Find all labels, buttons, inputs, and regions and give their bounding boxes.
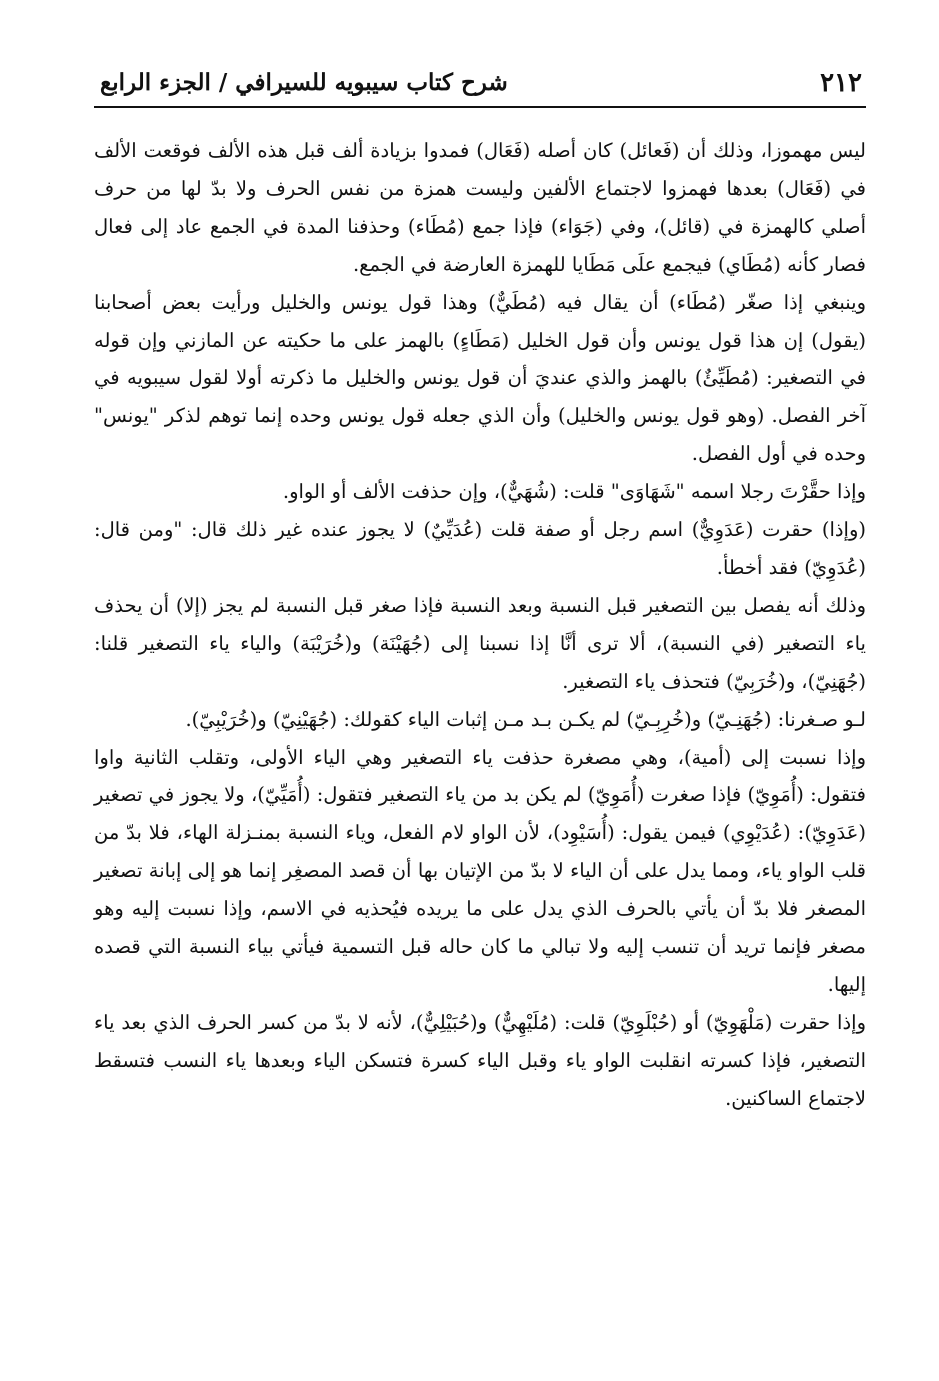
paragraph: وذلك أنه يفصل بين التصغير قبل النسبة وبعد النسبة فإذا صغر قبل النسبة لم يجز (إلا) أن يحذف ياء التصغير (في النسبة)، ألا ترى أنَّا إذا نسبنا إلى (جُهَيْنَة) و(خُرَيْبَة) والياء ياء التصغير قلنا: (جُهَنِيّ)، و(خُرَبِيّ) فتحذف ياء التصغير. xyxy=(94,593,866,693)
paragraph: وإذا نسبت إلى (أمية)، وهي مصغرة حذفت ياء التصغير وهي الياء الأولى، وتقلب الثانية واوا فتقول: (أُمَوِيّ) فإذا صغرت (أُمَوِيّ) لم يكن بد من ياء التصغير فتقول: (أُمَيِّيّ)، ولا يجوز في تصغير (عَدَوِيّ): (عُدَيْوِي) فيمن يقول: (أُسَيْوِد)، لأن الواو لام الفعل، وياء النسبة بمنـزلة الهاء، فلا بدّ من قلب الواو ياء، ومما يدل على أن الياء لا بدّ من الإتيان بها أن قصد المصغِر إنما هو إلى إبانة تصغير المصغر فلا بدّ أن يأتي بالحرف الذي يدل على ما يريده فيُحذيه في الاسم، وإذا نسبت إليه وهو مصغر فإنما تريد أن تنسب إليه ولا تبالي ما كان حاله قبل التسمية فيأتي بياء النسبة التي قصده إليها. xyxy=(94,745,866,996)
paragraph: وإذا حقرت (مَلْهَوِيّ) أو (حُبْلَوِيّ) قلت: (مُلَيْهِيٌّ) و(حُبَيْلِيٌّ)، لأنه لا بدّ من كسر الحرف الذي بعد ياء التصغير، فإذا كسرته انقلبت الواو ياء وقبل الياء كسرة فتسكن الياء وبعدها ياء النسب فتسقط لاجتماع الساكنين. xyxy=(94,1010,866,1110)
book-page xyxy=(94,62,866,1352)
page-header xyxy=(94,62,866,108)
paragraph: لـو صـغرنا: (جُهَنِـيّ) و(خُرِبِـيّ) لم يكـن بـد مـن إثبات الياء كقولك: (جُهَيْنِيّ) و(خُرَيْبِيّ). xyxy=(185,707,866,731)
paragraph: (وإذا) حقرت (عَدَوِيٌّ) اسم رجل أو صفة قلت (عُدَيِّيٌ) لا يجوز عنده غير ذلك قال: "ومن قال: (عُدَوِيّ) فقد أخطأ. xyxy=(94,518,866,579)
page-number: ٢١٢ xyxy=(820,68,862,98)
paragraph: وينبغي إذا صغّر (مُطَاء) أن يقال فيه (مُطَيٌّ) وهذا قول يونس والخليل ورأيت بعض أصحابنا (يقول) إن هذا قول يونس وأن قول الخليل (مَطَاءٍ) بالهمز على ما حكيته عن المازني وإن قوله في التصغير: (مُطَيِّئٌ) بالهمز والذي عنديَ أن قول يونس والخليل ما ذكرته أولا لقول سيبويه في آخر الفصل. (وهو قول يونس والخليل) وأن الذي جعله قول يونس وحده إنما توهم لذكر "يونس" وحده في أول الفصل. xyxy=(94,290,866,466)
running-title: شرح كتاب سيبويه للسيرافي / الجزء الرابع xyxy=(100,69,508,96)
page-body xyxy=(94,132,866,1118)
paragraph: وإذا حقَّرْتَ رجلا اسمه "شَهَاوَى" قلت: (شُهَيٌّ)، وإن حذفت الألف أو الواو. xyxy=(282,480,866,504)
paragraph: ليس مهموزا، وذلك أن (فَعائل) كان أصله (فَعَال) فمدوا بزيادة ألف قبل هذه الألف فوقعت الألف في (فَعَال) بعدها فهمزوا لاجتماع الألفين وليست همزة من نفس الحرف ولا بدّ لها من حرف أصلي كالهمزة في (قائل)، وفي (جَوَاء) فإذا جمع (مُطَاء) وحذفنا المدة في الجمع عاد إلى فعال فصار كأنه (مُطَاي) فيجمع علَى مَطَايا للهمزة العارضة في الجمع. xyxy=(94,139,866,276)
